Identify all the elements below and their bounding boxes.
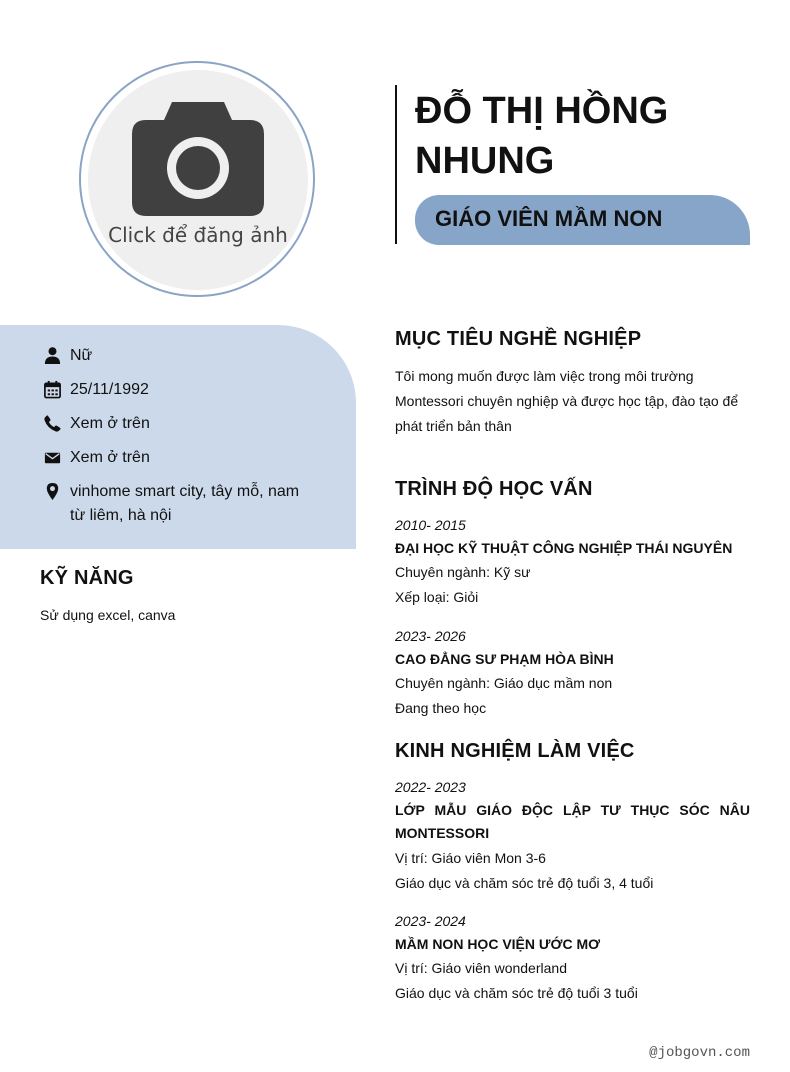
- contact-text: Xem ở trên: [70, 449, 150, 466]
- education-period: 2023- 2026: [395, 628, 466, 644]
- education-title: TRÌNH ĐỘ HỌC VẤN: [395, 478, 593, 500]
- objective-text: Tôi mong muốn được làm việc trong môi trường Montessori chuyên nghiệp và được học tập, đào tạo để phát triển bản thân: [395, 368, 739, 434]
- skills-title: KỸ NĂNG: [40, 567, 134, 589]
- camera-icon: [132, 102, 264, 218]
- experience-company: MẦM NON HỌC VIỆN ƯỚC MƠ: [395, 936, 601, 952]
- phone-icon: [43, 414, 62, 433]
- contact-birthday: [43, 378, 310, 402]
- name-divider: [395, 85, 397, 244]
- candidate-name: ĐỖ THỊ HỒNG NHUNG: [415, 90, 669, 182]
- education-detail: Xếp loại: Giỏi: [395, 589, 479, 605]
- contact-text: Nữ: [70, 347, 93, 364]
- contact-text: 25/11/1992: [70, 381, 149, 398]
- mail-icon: [43, 448, 62, 467]
- education-school: ĐẠI HỌC KỸ THUẬT CÔNG NGHIỆP THÁI NGUYÊN: [395, 540, 733, 556]
- objective-title: MỤC TIÊU NGHỀ NGHIỆP: [395, 328, 642, 350]
- skills-text: Sử dụng excel, canva: [40, 607, 176, 623]
- education-period: 2010- 2015: [395, 517, 466, 533]
- contact-text: Xem ở trên: [70, 415, 150, 432]
- experience-detail: Giáo dục và chăm sóc trẻ độ tuổi 3 tuổi: [395, 985, 638, 1001]
- experience-title: KINH NGHIỆM LÀM VIỆC: [395, 740, 635, 762]
- job-title: GIÁO VIÊN MẦM NON: [435, 206, 663, 231]
- education-detail: Chuyên ngành: Kỹ sư: [395, 564, 531, 580]
- experience-detail: Giáo dục và chăm sóc trẻ độ tuổi 3, 4 tuổi: [395, 875, 654, 891]
- contact-phone: [43, 412, 310, 436]
- experience-period: 2023- 2024: [395, 913, 466, 929]
- site-watermark: @jobgovn.com: [649, 1045, 750, 1061]
- experience-detail: Vị trí: Giáo viên Mon 3-6: [395, 850, 546, 866]
- avatar-caption: Click để đăng ảnh: [108, 223, 288, 247]
- experience-period: 2022- 2023: [395, 779, 466, 795]
- experience-detail: Vị trí: Giáo viên wonderland: [395, 960, 567, 976]
- education-detail: Đang theo học: [395, 700, 487, 716]
- calendar-icon: [43, 380, 62, 399]
- contact-address: [43, 480, 310, 528]
- job-title-badge: [415, 195, 750, 245]
- avatar-upload[interactable]: [88, 70, 308, 290]
- experience-company: LỚP MẪU GIÁO ĐỘC LẬP TƯ THỤC SÓC NÂU MONTESSORI: [395, 802, 750, 841]
- education-school: CAO ĐẲNG SƯ PHẠM HÒA BÌNH: [395, 651, 614, 667]
- location-pin-icon: [43, 482, 62, 501]
- contact-gender: [43, 344, 310, 368]
- contact-text: vinhome smart city, tây mỗ, nam từ liêm, hà nội: [70, 483, 300, 524]
- education-detail: Chuyên ngành: Giáo dục mầm non: [395, 675, 613, 691]
- contact-email: [43, 446, 310, 470]
- person-icon: [43, 346, 62, 365]
